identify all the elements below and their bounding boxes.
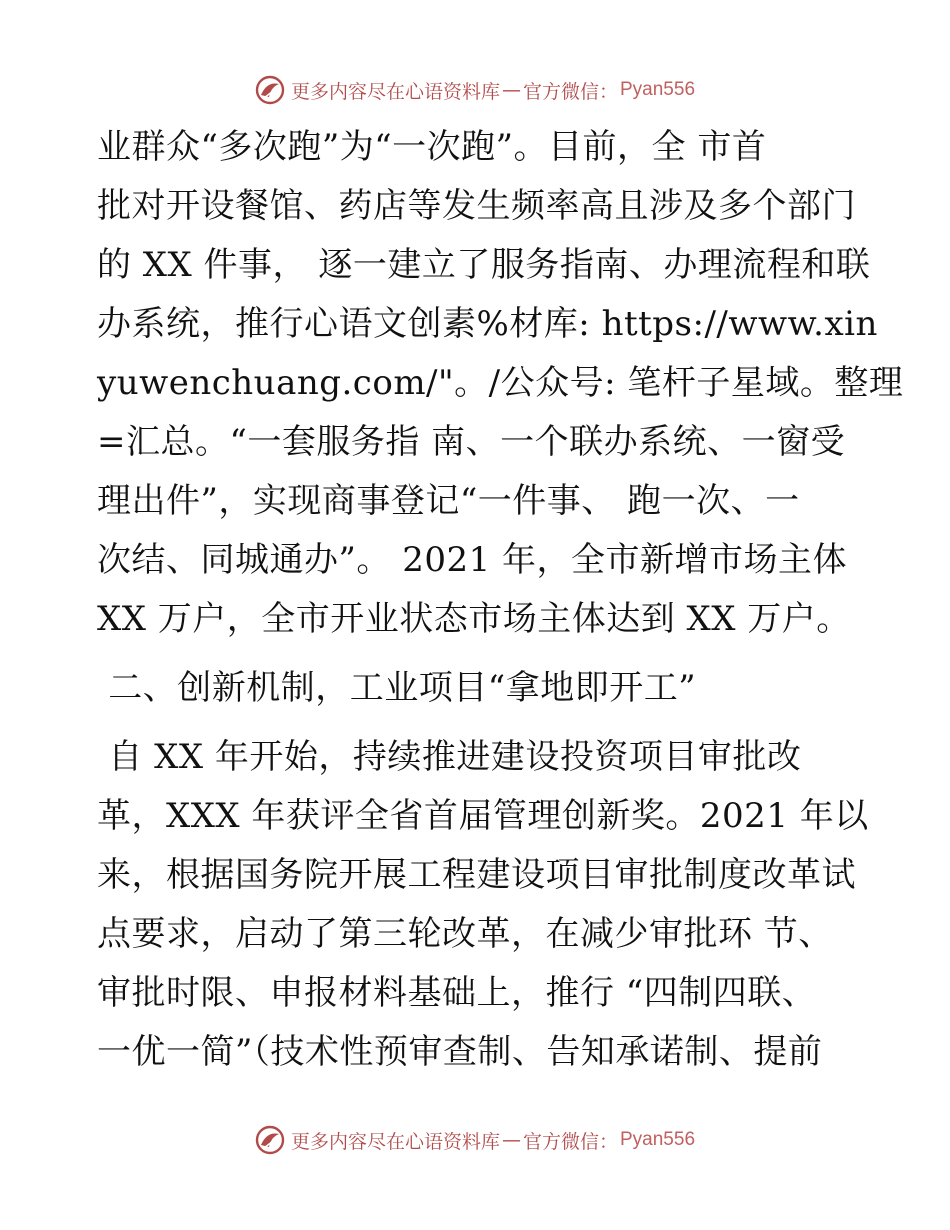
paragraph-line: 审批时限、申报材料基础上，推行 “四制四联、	[97, 973, 817, 1013]
paragraph-line: 一优一简”（技术性预审查制、告知承诺制、提前	[97, 1032, 823, 1072]
paragraph-gap	[97, 718, 867, 728]
banner-separator: —	[501, 79, 521, 101]
document-body	[97, 118, 904, 1082]
banner-wechat-label: 官方微信：	[522, 80, 618, 103]
footer-banner	[0, 1120, 950, 1160]
paragraph-line: 自 XX 年开始，持续推进建设投资项目审批改	[97, 737, 802, 777]
paragraph-line: 理出件”，实现商事登记“一件事、 跑一次、一	[97, 481, 800, 521]
paragraph-line: yuwenchuang.com/"。/公众号: 笔杆子星域。整理	[97, 363, 904, 403]
header-banner	[0, 70, 950, 110]
banner-wechat-label: 官方微信：	[522, 1130, 618, 1153]
paragraph-line: 业群众“多次跑”为“一次跑”。目前，全 市首	[97, 127, 767, 167]
paragraph-2	[97, 728, 867, 1082]
paragraph-line: 点要求，启动了第三轮改革，在减少审批环 节、	[97, 914, 833, 954]
swirl-logo-icon	[255, 1125, 285, 1155]
paragraph-line: 次结、同城通办”。 2021 年，全市新增市场主体	[97, 540, 848, 580]
paragraph-line: XX 万户，全市开业状态市场主体达到 XX 万户。	[97, 599, 851, 639]
banner-brand-text: 更多内容尽在心语资料库	[290, 1130, 500, 1153]
paragraph-line: 革，XXX 年获评全省首届管理创新奖。2021 年以	[97, 796, 869, 836]
paragraph-1	[97, 118, 904, 649]
paragraph-line: =汇总。“一套服务指 南、一个联办系统、一窗受	[97, 422, 846, 462]
section-heading: 二、创新机制，工业项目“拿地即开工”	[97, 668, 697, 708]
banner-wechat-id: Pyan556	[620, 1129, 696, 1150]
paragraph-line: 的 XX 件事， 逐一建立了服务指南、办理流程和联	[97, 245, 871, 285]
banner-separator: —	[501, 1129, 521, 1151]
banner-wechat-id: Pyan556	[620, 79, 696, 100]
swirl-logo-icon	[255, 75, 285, 105]
paragraph-gap	[97, 649, 867, 659]
paragraph-line: 办系统，推行心语文创素%材库: https://www.xin	[97, 304, 878, 344]
banner-brand-text: 更多内容尽在心语资料库	[290, 80, 500, 103]
paragraph-line: 来，根据国务院开展工程建设项目审批制度改革试	[97, 855, 856, 895]
paragraph-line: 批对开设餐馆、药店等发生频率高且涉及多个部门	[97, 186, 856, 226]
